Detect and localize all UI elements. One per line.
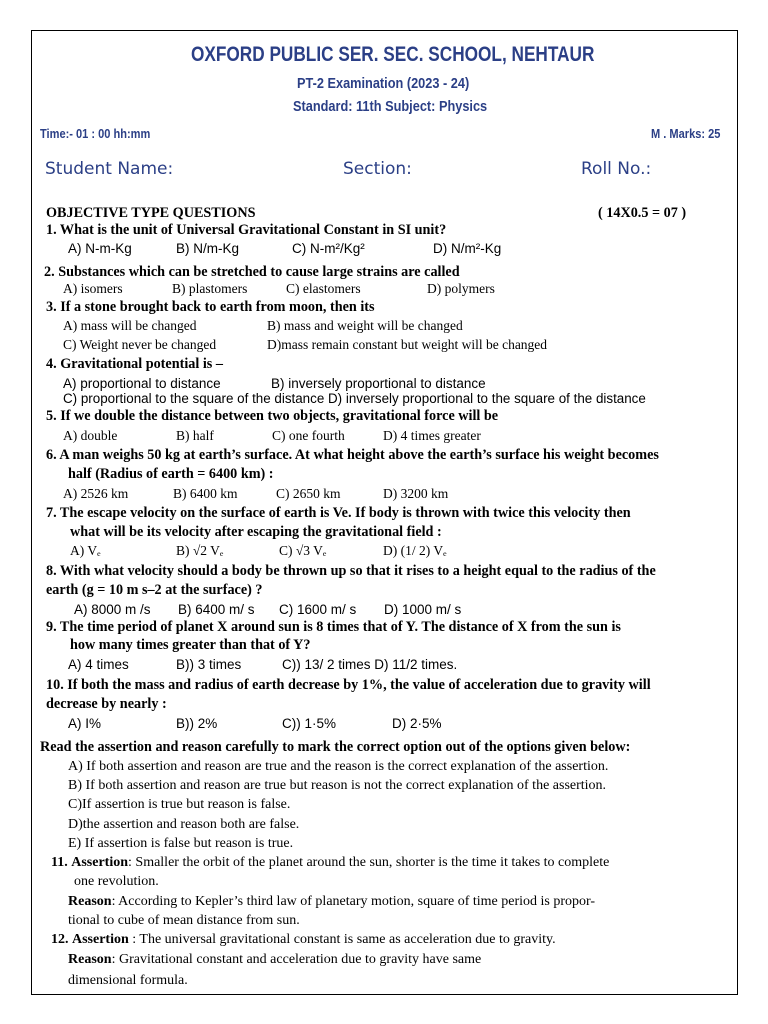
q2-option-d: D) polymers	[427, 281, 495, 296]
q9-option-a: A) 4 times	[68, 657, 129, 672]
q10-option-b: B)) 2%	[176, 716, 218, 731]
q3-option-c: C) Weight never be changed	[63, 337, 217, 352]
section-heading: OBJECTIVE TYPE QUESTIONS	[46, 205, 256, 221]
ar-option-c: C)If assertion is true but reason is false.	[68, 797, 291, 812]
question-7-line-2: what will be its velocity after escaping the gravitational field :	[70, 524, 442, 540]
question-6-line-1: 6. A man weighs 50 kg at earth’s surface. At what height above the earth’s surface his weight becomes	[46, 447, 659, 463]
q11-reason-line-2: tional to cube of mean distance from sun.	[68, 913, 300, 928]
q6-option-d: D) 3200 km	[383, 486, 449, 501]
q8-option-d: D) 1000 m/ s	[384, 602, 462, 617]
q10-option-a: A) I%	[68, 716, 102, 731]
question-5: 5. If we double the distance between two objects, gravitational force will be	[46, 408, 499, 424]
question-10-line-2: decrease by nearly :	[46, 696, 167, 712]
q9-option-b: B)) 3 times	[176, 657, 242, 672]
question-9-line-2: how many times greater than that of Y?	[70, 637, 311, 653]
q11-assertion-text: : Smaller the orbit of the planet around the sun, shorter is the time it takes to complete	[128, 855, 610, 870]
question-12-reason	[68, 952, 481, 968]
q4-option-a: A) proportional to distance	[63, 376, 221, 391]
q5-option-d: D) 4 times greater	[383, 428, 481, 443]
question-8-line-1: 8. With what velocity should a body be thrown up so that it rises to a height equal to the radius of the	[46, 563, 656, 579]
q6-option-c: C) 2650 km	[276, 486, 341, 501]
q10-option-c: C)) 1·5%	[282, 716, 337, 731]
q2-option-c: C) elastomers	[286, 281, 361, 296]
q2-option-a: A) isomers	[63, 281, 123, 296]
ar-option-a: A) If both assertion and reason are true and the reason is the correct explanation of the assertion.	[68, 759, 609, 774]
q10-option-d: D) 2·5%	[392, 716, 442, 731]
school-name: OXFORD PUBLIC SER. SEC. SCHOOL, NEHTAUR	[191, 43, 595, 66]
ar-option-d: D)the assertion and reason both are false.	[68, 817, 300, 832]
question-9-line-1: 9. The time period of planet X around sun is 8 times that of Y. The distance of X from the sun is	[46, 619, 621, 635]
q5-option-a: A) double	[63, 428, 118, 443]
q8-option-b: B) 6400 m/ s	[178, 602, 255, 617]
q1-option-d: D) N/m²-Kg	[433, 241, 502, 256]
q3-option-a: A) mass will be changed	[63, 318, 197, 333]
question-8-line-2: earth (g = 10 m s–2 at the surface) ?	[46, 582, 263, 598]
question-11-reason	[68, 894, 595, 910]
ar-option-e: E) If assertion is false but reason is true.	[68, 836, 294, 851]
assertion-instruction: Read the assertion and reason carefully to mark the correct option out of the options given below:	[40, 739, 631, 755]
q7-option-a: A) Vₑ	[70, 543, 101, 558]
q8-option-a: A) 8000 m /s	[74, 602, 151, 617]
q5-option-b: B) half	[176, 428, 214, 443]
question-2: 2. Substances which can be stretched to cause large strains are called	[44, 264, 460, 280]
roll-no-label: Roll No.:	[581, 159, 652, 179]
q11-reason-text: : According to Kepler’s third law of planetary motion, square of time period is propor-	[111, 894, 596, 909]
q12-reason-label: Reason	[68, 952, 112, 967]
exam-title: PT-2 Examination (2023 - 24)	[297, 75, 470, 92]
q11-number: 11.	[51, 855, 68, 870]
q7-option-b: B) √2 Vₑ	[176, 543, 224, 558]
q12-assertion-label: Assertion	[72, 932, 129, 947]
question-1: 1. What is the unit of Universal Gravitational Constant in SI unit?	[46, 222, 447, 238]
q3-option-d: D)mass remain constant but weight will be changed	[267, 337, 548, 352]
q2-option-b: B) plastomers	[172, 281, 248, 296]
q12-assertion-text: : The universal gravitational constant is same as acceleration due to gravity.	[128, 932, 556, 947]
student-name-label: Student Name:	[45, 159, 174, 179]
q11-assertion-line-2: one revolution.	[74, 874, 159, 889]
q4-option-b: B) inversely proportional to distance	[271, 376, 486, 391]
q9-option-cd: C)) 13/ 2 times D) 11/2 times.	[282, 657, 458, 672]
q12-reason-line-2: dimensional formula.	[68, 973, 188, 988]
ar-option-b: B) If both assertion and reason are true but reason is not the correct explanation of the assertion.	[68, 778, 607, 793]
q5-option-c: C) one fourth	[272, 428, 345, 443]
q6-option-b: B) 6400 km	[173, 486, 238, 501]
question-3: 3. If a stone brought back to earth from moon, then its	[46, 299, 375, 315]
question-4: 4. Gravitational potential is –	[46, 356, 223, 372]
question-6-line-2: half (Radius of earth = 6400 km) :	[68, 466, 274, 482]
time-allowed: Time:- 01 : 00 hh:mm	[40, 126, 151, 141]
question-12-assertion	[51, 932, 556, 948]
q11-assertion-label: Assertion	[71, 855, 129, 870]
q6-option-a: A) 2526 km	[63, 486, 129, 501]
q11-reason-label: Reason	[68, 894, 112, 909]
q1-option-c: C) N-m²/Kg²	[292, 241, 365, 256]
question-11-assertion	[51, 855, 609, 871]
q8-option-c: C) 1600 m/ s	[279, 602, 357, 617]
q4-option-cd: C) proportional to the square of the distance D) inversely proportional to the square of the distance	[63, 391, 646, 406]
q3-option-b: B) mass and weight will be changed	[267, 318, 463, 333]
question-7-line-1: 7. The escape velocity on the surface of earth is Ve. If body is thrown with twice this velocity then	[46, 505, 631, 521]
section-marks: ( 14X0.5 = 07 )	[598, 205, 687, 221]
q12-reason-text: : Gravitational constant and acceleration due to gravity have same	[111, 952, 482, 967]
q1-option-b: B) N/m-Kg	[176, 241, 240, 256]
standard-subject: Standard: 11th Subject: Physics	[293, 98, 488, 115]
q7-option-d: D) (1/ 2) Vₑ	[383, 543, 447, 558]
max-marks: M . Marks: 25	[651, 126, 721, 141]
question-10-line-1: 10. If both the mass and radius of earth decrease by 1%, the value of acceleration due to gravity will	[46, 677, 651, 693]
q1-option-a: A) N-m-Kg	[68, 241, 132, 256]
section-label: Section:	[343, 159, 412, 179]
q12-number: 12.	[51, 932, 69, 947]
q7-option-c: C) √3 Vₑ	[279, 543, 327, 558]
